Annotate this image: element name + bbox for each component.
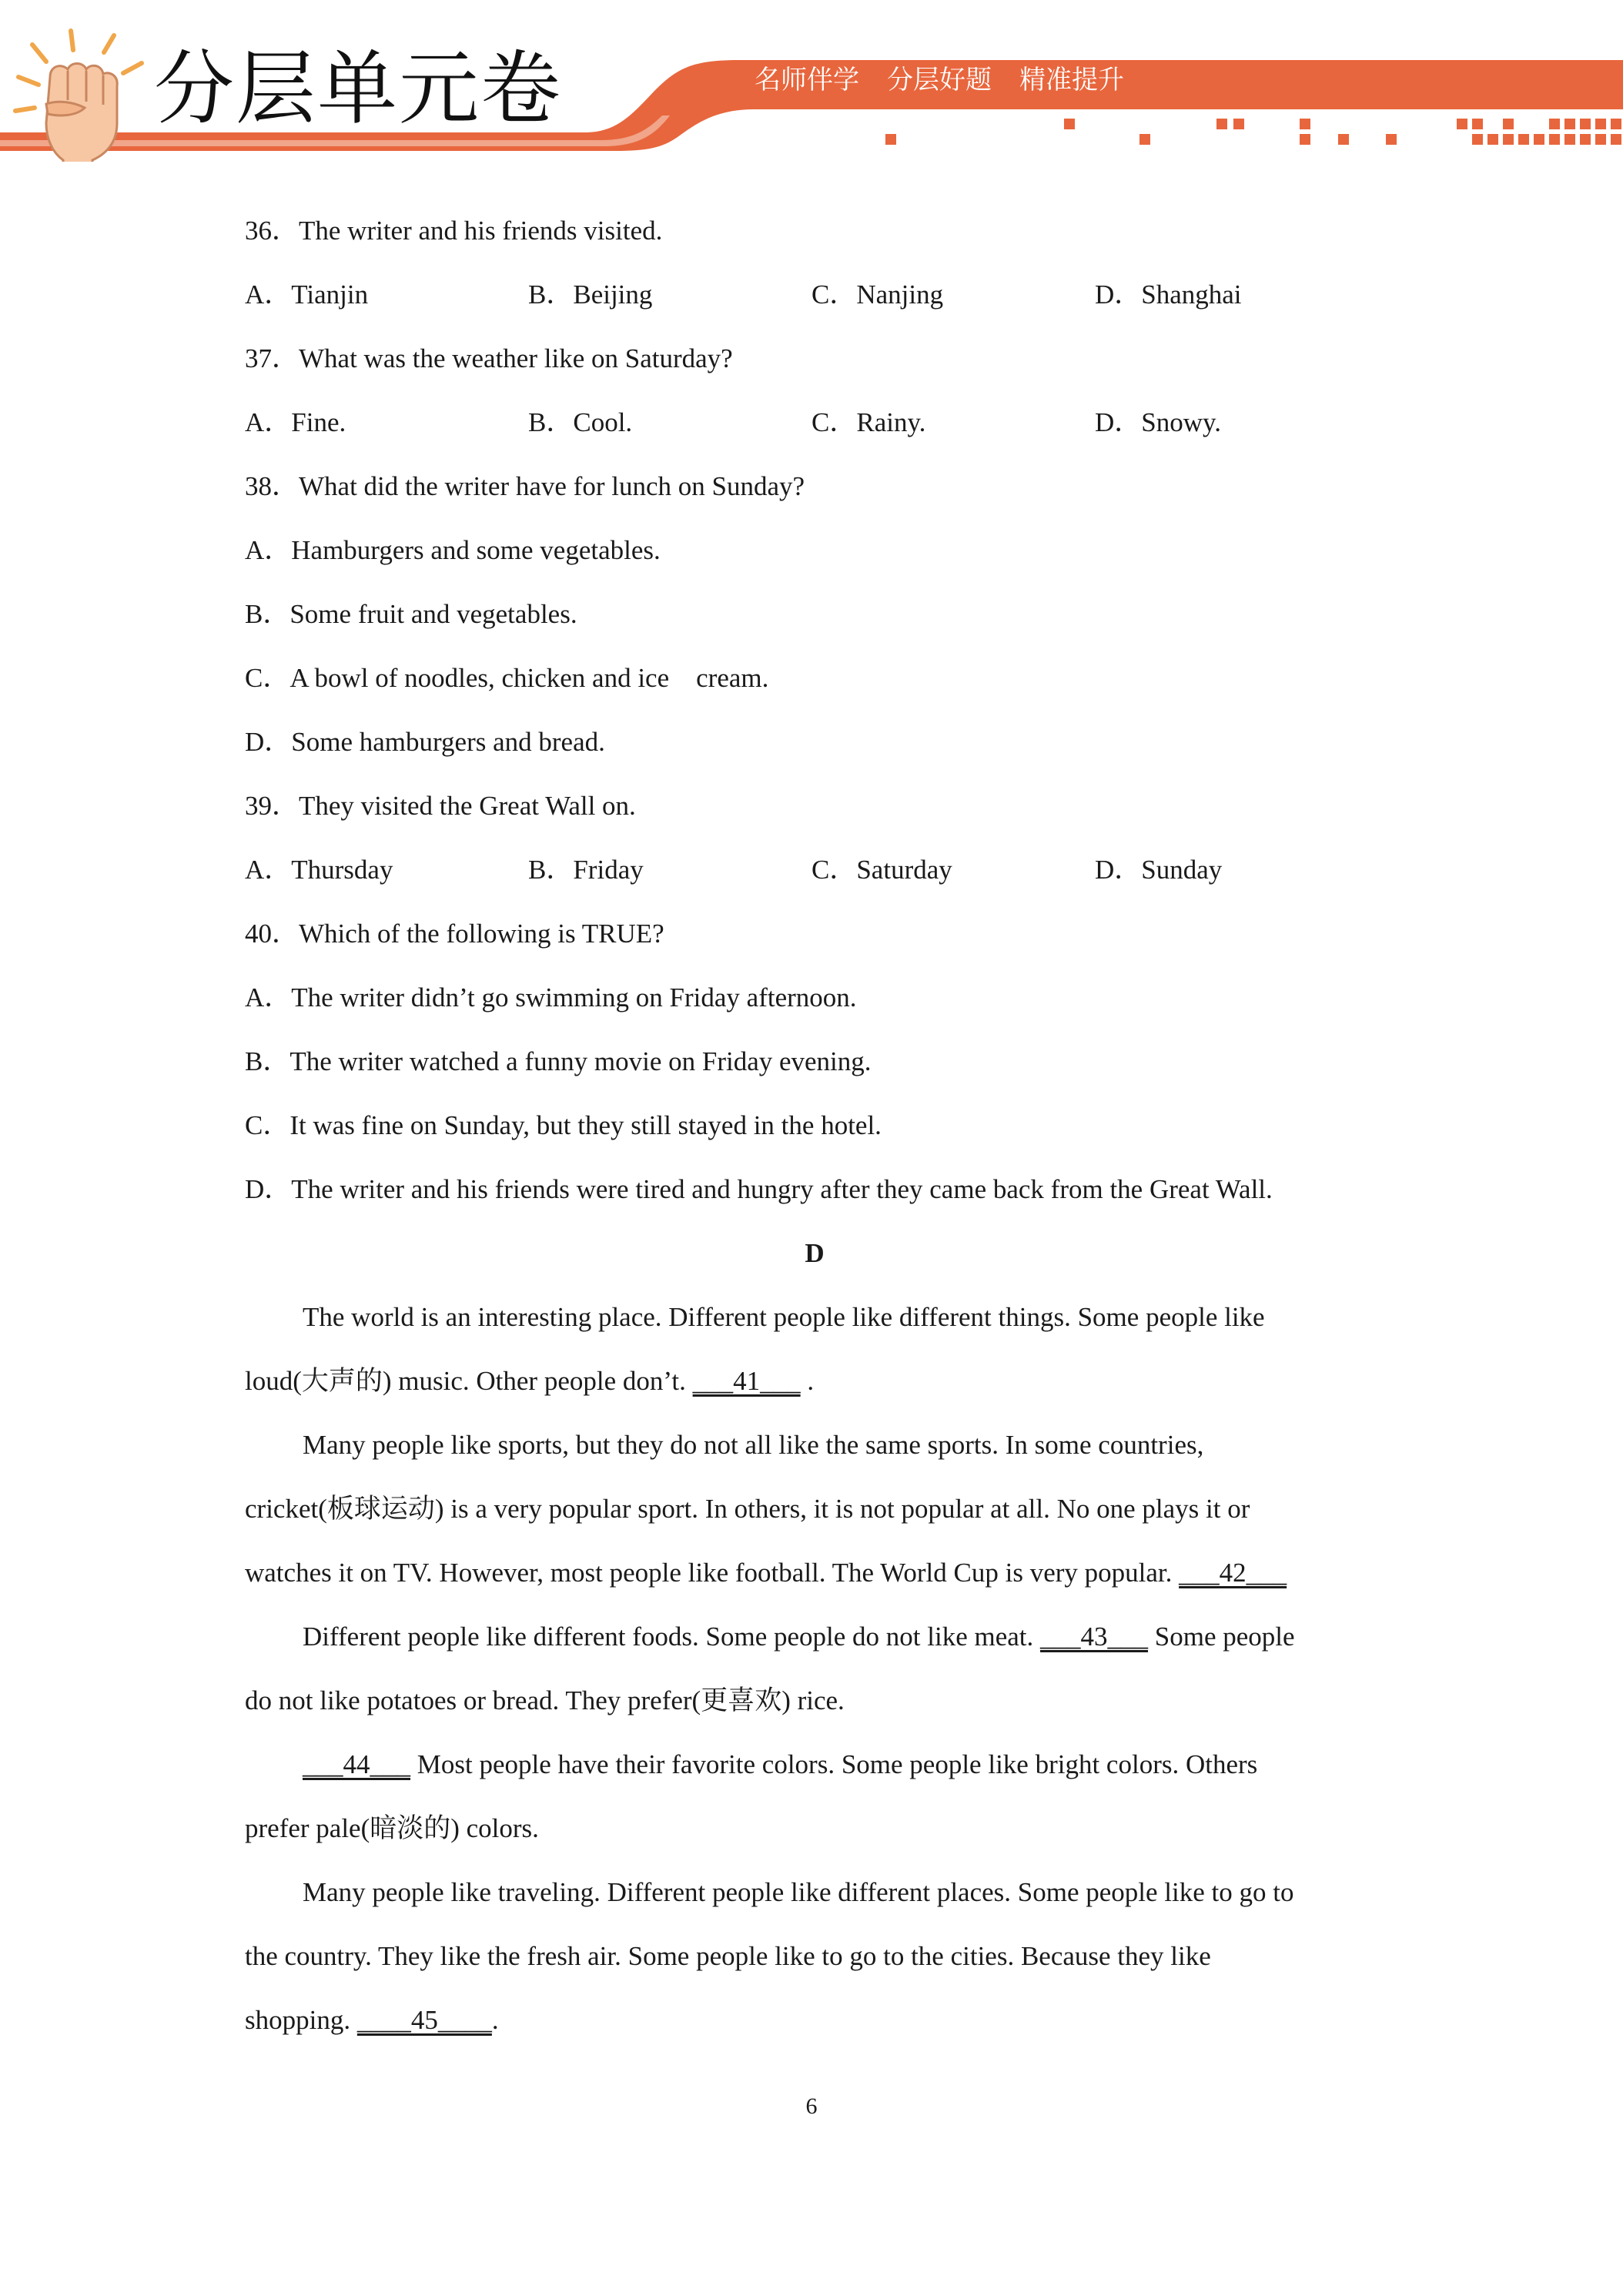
decorative-squares — [885, 119, 1621, 145]
passage-line: cricket(板球运动) is a very popular sport. In others, it is not popular at all. No one plays it or — [245, 1494, 1250, 1524]
question-stem: 38．What did the writer have for lunch on Sunday? — [245, 471, 805, 501]
question-stem: 37．What was the weather like on Saturday? — [245, 343, 733, 373]
option: A．Thursday — [245, 855, 393, 885]
option: A．Hamburgers and some vegetables. — [245, 535, 661, 565]
brand-title: 分层单元卷 — [154, 42, 563, 136]
option: C．Nanjing — [812, 279, 944, 310]
slogan-item: 分层好题 — [887, 65, 992, 95]
option: B．Some fruit and vegetables. — [245, 599, 577, 629]
option: B．Beijing — [528, 279, 653, 310]
blank-41[interactable]: ___41___ — [692, 1366, 801, 1396]
option: A．Fine. — [245, 407, 346, 437]
passage-line: do not like potatoes or bread. They prefer(更喜欢) rice. — [245, 1685, 845, 1715]
option: D．Some hamburgers and bread. — [245, 727, 605, 757]
option: C．Rainy. — [812, 407, 926, 437]
passage-line: Many people like sports, but they do not all like the same sports. In some countries, — [303, 1430, 1204, 1460]
option: D．Sunday — [1095, 855, 1223, 885]
passage-line: Many people like traveling. Different people like different places. Some people like to go to — [303, 1877, 1294, 1907]
passage-line: watches it on TV. However, most people like football. The World Cup is very popular. ___42___ — [245, 1558, 1287, 1588]
passage-line: The world is an interesting place. Different people like different things. Some people like — [303, 1302, 1265, 1332]
passage-line: shopping. ____45____. — [245, 2005, 499, 2035]
blank-43[interactable]: ___43___ — [1040, 1622, 1149, 1652]
passage-line: Different people like different foods. Some people do not like meat. ___43___ Some people — [303, 1622, 1295, 1652]
slogan-item: 精准提升 — [1019, 65, 1124, 95]
page-number: 6 — [805, 2094, 818, 2119]
option: D．The writer and his friends were tired and hungry after they came back from the Great Wall. — [245, 1174, 1273, 1204]
passage-line: prefer pale(暗淡的) colors. — [245, 1813, 539, 1843]
slogan-item: 名师伴学 — [755, 65, 859, 95]
blank-45[interactable]: ____45____ — [356, 2005, 492, 2035]
passage-line: the country. They like the fresh air. Some people like to go to the cities. Because they like — [245, 1941, 1211, 1971]
passage-line: loud(大声的) music. Other people don’t. ___41___ . — [245, 1366, 815, 1396]
option: A．Tianjin — [245, 279, 369, 310]
option: B．Friday — [528, 855, 644, 885]
page-header — [0, 0, 1623, 162]
option: D．Snowy. — [1095, 407, 1221, 437]
blank-44[interactable]: ___44___ — [303, 1749, 410, 1779]
option: A．The writer didn’t go swimming on Friday afternoon. — [245, 982, 857, 1012]
question-stem: 40．Which of the following is TRUE? — [245, 919, 664, 949]
option: B．Cool. — [528, 407, 633, 437]
question-stem: 36．The writer and his friends visited. — [245, 216, 663, 246]
slogan — [755, 59, 1152, 102]
question-stem: 39．They visited the Great Wall on. — [245, 791, 636, 821]
option: D．Shanghai — [1095, 279, 1242, 310]
passage-line: ___44___ Most people have their favorite colors. Some people like bright colors. Others — [303, 1749, 1258, 1779]
option: C．Saturday — [812, 855, 952, 885]
section-heading: D — [805, 1238, 825, 1268]
option: B．The writer watched a funny movie on Friday evening. — [245, 1046, 872, 1076]
blank-42[interactable]: ___42___ — [1179, 1558, 1287, 1588]
option: C．It was fine on Sunday, but they still stayed in the hotel. — [245, 1110, 882, 1140]
option: C．A bowl of noodles, chicken and ice cream. — [245, 663, 769, 693]
